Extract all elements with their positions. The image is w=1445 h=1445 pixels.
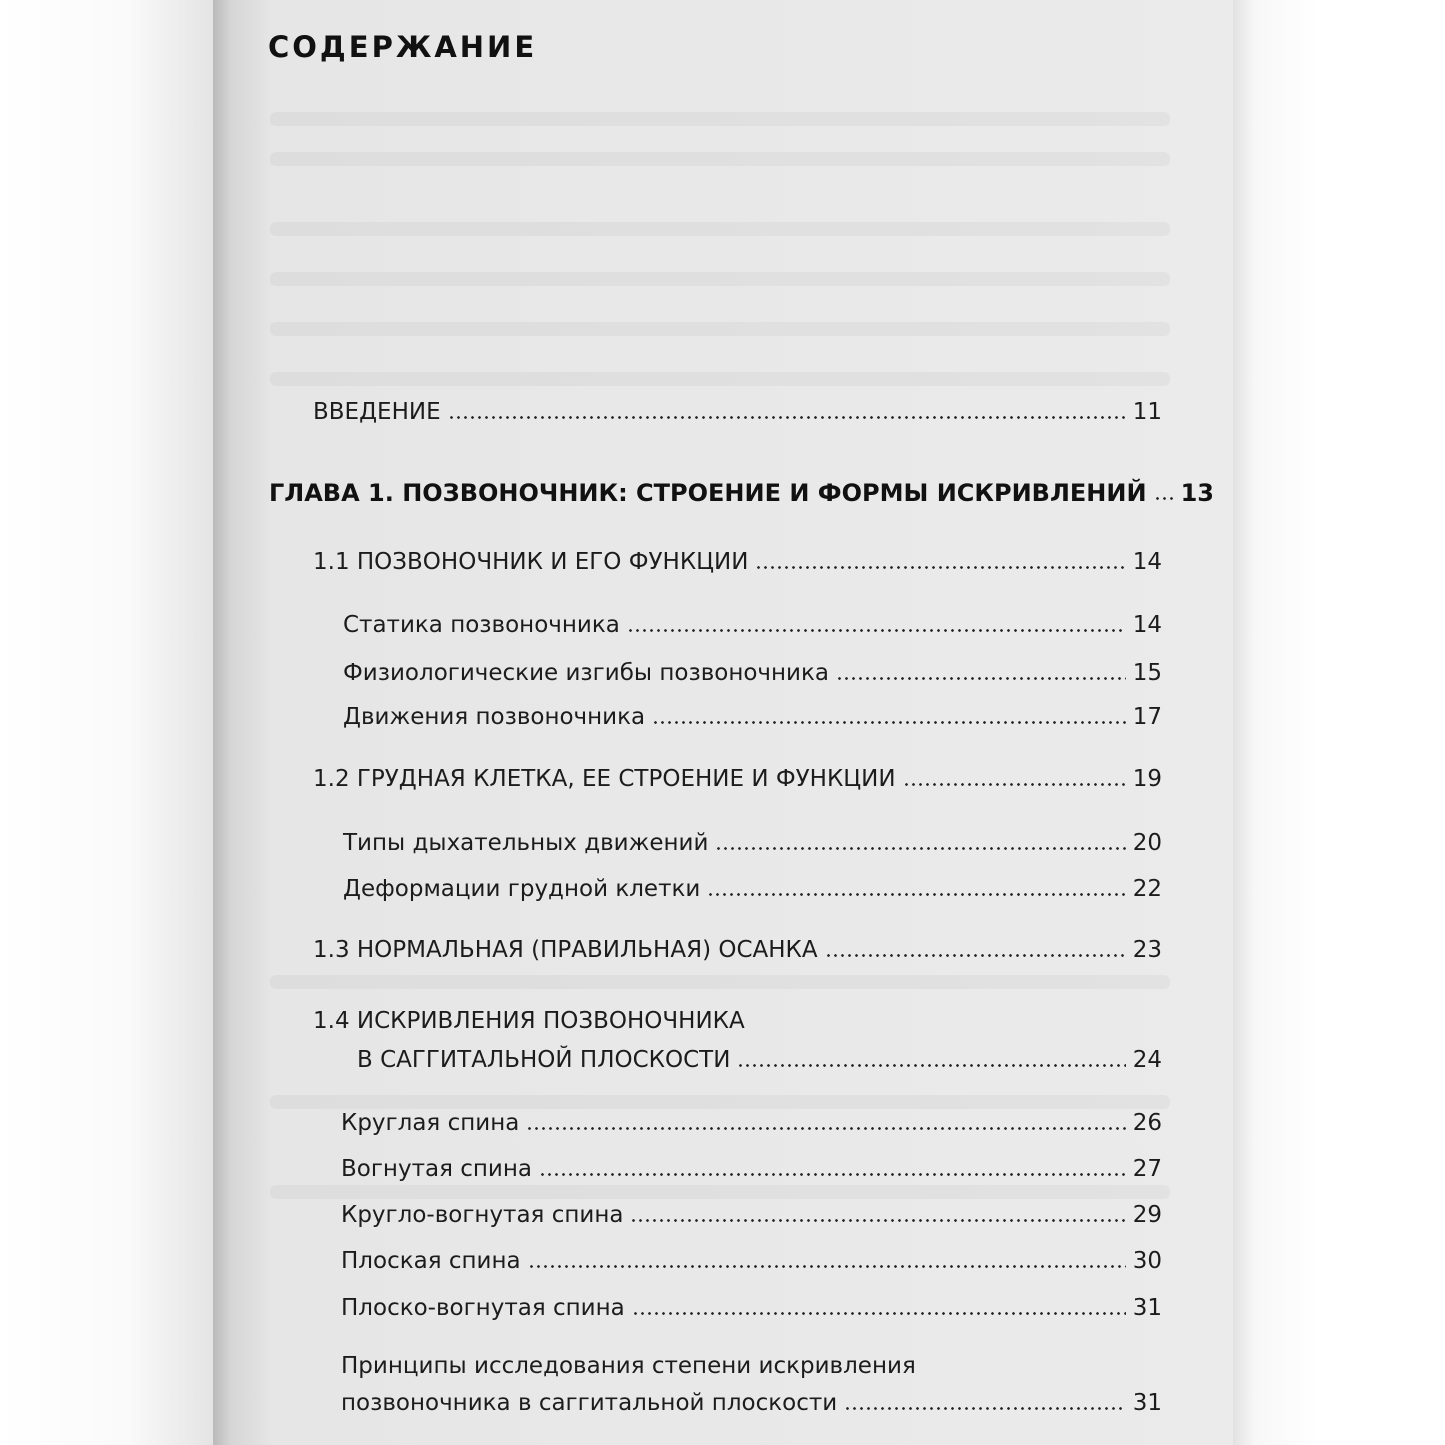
dot-leader: [448, 416, 1126, 419]
dot-leader: [844, 1407, 1126, 1410]
dot-leader: [526, 1127, 1125, 1130]
dot-leader: [737, 1064, 1125, 1067]
dot-leader: [528, 1265, 1126, 1268]
toc-entry-label: Плоская спина: [341, 1248, 521, 1274]
toc-subsection: [341, 1154, 1162, 1184]
toc-section: [313, 764, 1162, 794]
toc-section: [313, 547, 1162, 577]
toc-entry-page: 20: [1132, 830, 1162, 856]
toc-subsection: [341, 1388, 1162, 1418]
page-edge: [1233, 0, 1445, 1445]
toc-subsection: [343, 828, 1162, 858]
toc-entry-page: 27: [1132, 1156, 1162, 1182]
toc-entry-label: позвоночника в саггитальной плоскости: [341, 1390, 838, 1416]
toc-entry-label: 1.3 НОРМАЛЬНАЯ (ПРАВИЛЬНАЯ) ОСАНКА: [313, 937, 818, 963]
toc-entry-label: Статика позвоночника: [343, 612, 620, 638]
bleed-through: [270, 152, 1170, 166]
toc-subsection: [341, 1108, 1162, 1138]
dot-leader: [825, 954, 1126, 957]
toc-entry-label: Типы дыхательных движений: [343, 830, 709, 856]
toc-subsection: [341, 1200, 1162, 1230]
dot-leader: [836, 677, 1126, 680]
toc-entry-label: Физиологические изгибы позвоночника: [343, 660, 829, 686]
toc-chapter: [269, 478, 1214, 508]
bleed-through: [270, 112, 1170, 126]
toc-entry-label: Движения позвоночника: [343, 704, 646, 730]
toc-entry-page: 29: [1132, 1202, 1162, 1228]
dot-leader: [652, 721, 1126, 724]
dot-leader: [630, 1219, 1125, 1222]
dot-leader: [632, 1312, 1126, 1315]
toc-entry-label: 1.2 ГРУДНАЯ КЛЕТКА, ЕЕ СТРОЕНИЕ И ФУНКЦИИ: [313, 766, 896, 792]
toc-section: [313, 935, 1162, 965]
toc-entry-page: 13: [1180, 479, 1214, 507]
toc-entry-page: 24: [1132, 1047, 1162, 1073]
toc-entry-page: 22: [1132, 876, 1162, 902]
toc-entry-page: 31: [1132, 1390, 1162, 1416]
dot-leader: [1154, 497, 1174, 500]
bleed-through: [270, 272, 1170, 286]
toc-entry-page: 23: [1132, 937, 1162, 963]
toc-entry-label: ВВЕДЕНИЕ: [313, 399, 441, 425]
toc-entry-page: 31: [1132, 1295, 1162, 1321]
bleed-through: [270, 322, 1170, 336]
dot-leader: [715, 847, 1125, 850]
book-gutter: [0, 0, 213, 1445]
toc-entry-page: 17: [1132, 704, 1162, 730]
dot-leader: [755, 566, 1125, 569]
toc-entry-label: Деформации грудной клетки: [343, 876, 701, 902]
toc-subsection: [341, 1246, 1162, 1276]
toc-entry-page: 26: [1132, 1110, 1162, 1136]
dot-leader: [707, 893, 1125, 896]
bleed-through: [270, 222, 1170, 236]
toc-subsection: [341, 1293, 1162, 1323]
toc-subsection: [343, 702, 1162, 732]
bleed-through: [270, 1095, 1170, 1109]
toc-entry-page: 19: [1132, 766, 1162, 792]
bleed-through: [270, 372, 1170, 386]
page-title: СОДЕРЖАНИЕ: [268, 30, 538, 64]
toc-entry: [313, 397, 1162, 427]
dot-leader: [903, 783, 1126, 786]
bleed-through: [270, 975, 1170, 989]
toc-entry-label: ГЛАВА 1. ПОЗВОНОЧНИК: СТРОЕНИЕ И ФОРМЫ ИСКРИВЛЕНИЙ: [269, 479, 1147, 507]
toc-entry-label: Круглая спина: [341, 1110, 520, 1136]
toc-entry-label: В САГГИТАЛЬНОЙ ПЛОСКОСТИ: [357, 1047, 731, 1073]
toc-entry-label-line1: Принципы исследования степени искривления: [341, 1353, 916, 1379]
toc-section: [357, 1045, 1162, 1075]
bleed-through: [270, 1185, 1170, 1199]
toc-entry-label: Вогнутая спина: [341, 1156, 532, 1182]
toc-entry-page: 30: [1132, 1248, 1162, 1274]
toc-subsection: [343, 874, 1162, 904]
toc-entry-page: 14: [1132, 549, 1162, 575]
toc-entry-label: 1.1 ПОЗВОНОЧНИК И ЕГО ФУНКЦИИ: [313, 549, 749, 575]
dot-leader: [539, 1173, 1126, 1176]
toc-subsection: [343, 610, 1162, 640]
toc-entry-label-line1: 1.4 ИСКРИВЛЕНИЯ ПОЗВОНОЧНИКА: [313, 1008, 745, 1034]
toc-entry-label: Плоско-вогнутая спина: [341, 1295, 625, 1321]
toc-entry-label: Кругло-вогнутая спина: [341, 1202, 624, 1228]
toc-entry-page: 11: [1132, 399, 1162, 425]
dot-leader: [627, 629, 1126, 632]
toc-subsection: [343, 658, 1162, 688]
toc-entry-page: 14: [1132, 612, 1162, 638]
toc-entry-page: 15: [1132, 660, 1162, 686]
